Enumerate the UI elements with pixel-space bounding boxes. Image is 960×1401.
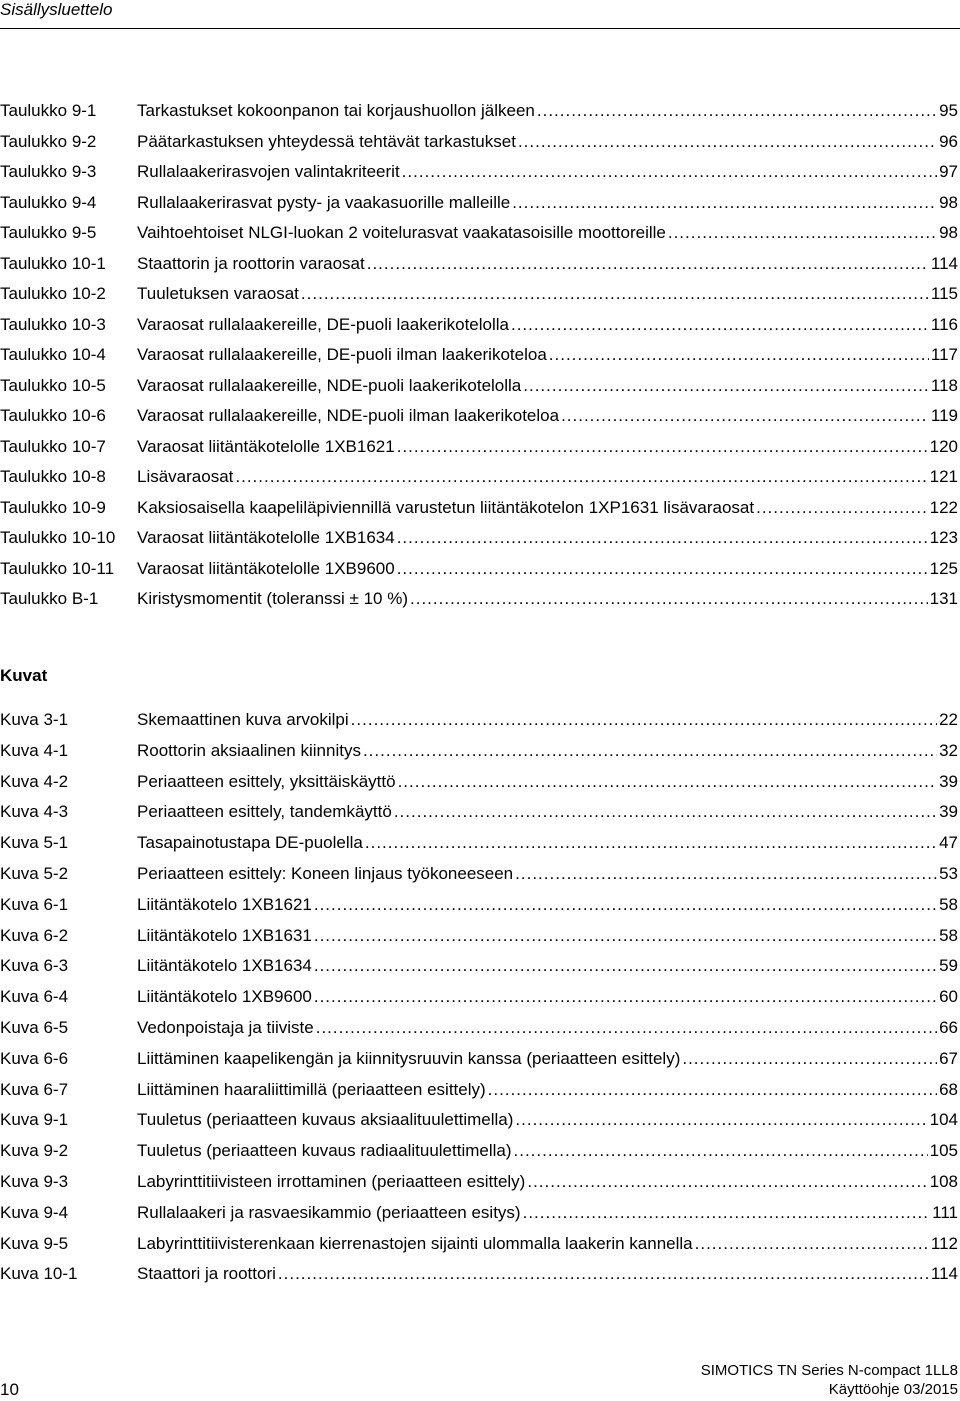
entry-page: 32 [939, 740, 958, 760]
entry-label: Kuva 6-6 [0, 1048, 69, 1068]
entry-title: Roottorin aksiaalinen kiinnitys [137, 740, 361, 760]
entry-title: Vedonpoistaja ja tiiviste [137, 1017, 314, 1037]
dot-leader [488, 1080, 937, 1100]
entry-page: 59 [939, 956, 958, 976]
entry-label: Kuva 6-1 [0, 894, 69, 914]
entry-page: 118 [930, 375, 958, 395]
entry-page: 119 [930, 406, 958, 425]
dot-leader [523, 1203, 931, 1223]
figure-entry[interactable] [0, 987, 958, 1018]
entry-title: Staattori ja roottori [137, 1264, 276, 1284]
entry-page: 123 [929, 528, 958, 547]
entry-page: 105 [929, 1141, 958, 1161]
figure-entry[interactable] [0, 1203, 958, 1234]
table-entry[interactable] [0, 193, 958, 224]
entry-title: Varaosat rullalaakereille, DE-puoli ilman laakerikoteloa [137, 345, 547, 364]
dot-leader [398, 772, 938, 792]
entry-page: 97 [939, 162, 958, 181]
entry-page: 114 [930, 253, 958, 273]
entry-label: Kuva 6-3 [0, 956, 69, 976]
entry-page: 39 [939, 771, 958, 791]
dot-leader [402, 162, 937, 182]
entry-page: 120 [929, 436, 958, 456]
entry-page: 98 [939, 223, 958, 242]
dot-leader [301, 284, 929, 304]
page-number: 10 [0, 1380, 19, 1399]
table-entry[interactable] [0, 528, 958, 559]
figure-entry[interactable] [0, 956, 958, 987]
entry-title: Rullalaakerirasvojen valintakriteerit [137, 162, 400, 181]
dot-leader [668, 223, 937, 243]
page-title: Sisällysluettelo [0, 0, 113, 19]
entry-title: Periaatteen esittely: Koneen linjaus työkoneeseen [137, 863, 514, 883]
entry-page: 67 [939, 1048, 958, 1068]
entry-label: Kuva 9-4 [0, 1202, 69, 1222]
entry-label: Taulukko 10-10 [0, 528, 116, 547]
figure-entry[interactable] [0, 1018, 958, 1049]
entry-page: 60 [939, 987, 958, 1007]
entry-title: Rullalaakeri ja rasvaesikammio (periaatteen esitys) [137, 1202, 521, 1222]
entry-title: Labyrinttitiivisterenkaan kierrenastojen sijainti ulommalla laakerin kannella [137, 1233, 693, 1253]
dot-leader [235, 467, 927, 487]
dot-leader [363, 741, 937, 761]
entry-title: Skemaattinen kuva arvokilpi [137, 710, 349, 729]
figure-entry[interactable] [0, 802, 958, 833]
entry-title: Liitäntäkotelo 1XB1631 [137, 925, 312, 945]
entry-title: Varaosat liitäntäkotelolle 1XB9600 [137, 558, 395, 578]
figure-entry[interactable] [0, 864, 958, 895]
table-entry[interactable] [0, 467, 958, 498]
figure-entry[interactable] [0, 1110, 958, 1141]
entry-label: Kuva 6-7 [0, 1079, 69, 1099]
figure-entry[interactable] [0, 741, 958, 772]
entry-title: Tarkastukset kokoonpanon tai korjaushuollon jälkeen [137, 101, 535, 120]
figure-entry[interactable] [0, 772, 958, 803]
entry-label: Taulukko 10-3 [0, 314, 106, 334]
table-entry[interactable] [0, 498, 958, 529]
entry-label: Kuva 9-2 [0, 1141, 69, 1161]
figure-entry[interactable] [0, 710, 958, 741]
entry-label: Kuva 4-2 [0, 771, 69, 791]
entry-title: Liittäminen haaraliittimillä (periaatteen esittely) [137, 1079, 486, 1099]
entry-title: Päätarkastuksen yhteydessä tehtävät tarkastukset [137, 131, 516, 151]
dot-leader [518, 132, 937, 152]
entry-page: 96 [939, 131, 958, 151]
figure-entry[interactable] [0, 1080, 958, 1111]
table-entry[interactable] [0, 589, 958, 620]
table-entry[interactable] [0, 101, 958, 132]
footer-manual: Käyttöohje 03/2015 [828, 1381, 958, 1398]
entry-page: 117 [930, 345, 958, 364]
entry-title: Labyrinttitiivisteen irrottaminen (periaatteen esittely) [137, 1171, 526, 1191]
figure-entry[interactable] [0, 895, 958, 926]
entry-label: Kuva 6-2 [0, 925, 69, 945]
entry-title: Kaksiosaisella kaapeliläpiviennillä varustetun liitäntäkotelon 1XP1631 lisävaraosat [137, 497, 755, 517]
entry-label: Kuva 3-1 [0, 710, 69, 729]
entry-label: Kuva 5-1 [0, 833, 69, 853]
figures-heading: Kuvat [0, 666, 48, 685]
figure-entry[interactable] [0, 1049, 958, 1080]
entry-label: Kuva 5-2 [0, 863, 69, 883]
entry-title: Varaosat rullalaakereille, DE-puoli laakerikotelolla [137, 314, 509, 334]
entry-label: Taulukko 9-2 [0, 131, 97, 151]
entry-label: Taulukko 10-7 [0, 436, 106, 456]
entry-label: Taulukko B-1 [0, 589, 99, 608]
entry-page: 125 [929, 558, 958, 578]
dot-leader [515, 1110, 927, 1130]
footer-product: SIMOTICS TN Series N-compact 1LL8 [700, 1362, 958, 1379]
dot-leader [397, 559, 928, 579]
entry-label: Kuva 10-1 [0, 1264, 78, 1284]
entry-page: 116 [930, 314, 958, 334]
entry-title: Periaatteen esittely, yksittäiskäyttö [137, 771, 396, 791]
dot-leader [365, 833, 937, 853]
entry-page: 104 [929, 1110, 958, 1130]
entry-title: Varaosat liitäntäkotelolle 1XB1621 [137, 436, 395, 456]
entry-title: Liitäntäkotelo 1XB1634 [137, 956, 312, 976]
entry-page: 131 [929, 589, 958, 608]
figure-entry[interactable] [0, 1234, 958, 1265]
entry-label: Taulukko 9-3 [0, 162, 97, 181]
table-entry[interactable] [0, 223, 958, 254]
entry-title: Tuuletus (periaatteen kuvaus radiaalituulettimella) [137, 1141, 512, 1161]
dot-leader [511, 315, 929, 335]
entry-page: 68 [939, 1079, 958, 1099]
footer-info [701, 1361, 958, 1399]
dot-leader [561, 406, 929, 426]
dot-leader [549, 345, 929, 365]
dot-leader [367, 254, 929, 274]
entry-page: 115 [930, 284, 958, 303]
table-entry[interactable] [0, 559, 958, 590]
dot-leader [314, 895, 937, 915]
entry-page: 95 [939, 101, 958, 120]
entry-page: 111 [932, 1202, 958, 1222]
figure-entry[interactable] [0, 833, 958, 864]
table-list [0, 101, 958, 620]
dot-leader [314, 956, 937, 976]
entry-title: Varaosat rullalaakereille, NDE-puoli ilman laakerikoteloa [137, 406, 560, 425]
entry-page: 98 [939, 192, 958, 212]
table-entry[interactable] [0, 162, 958, 193]
dot-leader [394, 802, 937, 822]
dot-leader [314, 926, 937, 946]
entry-label: Kuva 9-3 [0, 1171, 69, 1191]
table-entry[interactable] [0, 254, 958, 285]
entry-label: Kuva 9-5 [0, 1233, 69, 1253]
entry-page: 121 [929, 467, 958, 486]
header-divider [0, 28, 960, 29]
entry-title: Lisävaraosat [137, 467, 234, 486]
entry-title: Staattorin ja roottorin varaosat [137, 253, 365, 273]
entry-label: Kuva 9-1 [0, 1110, 69, 1130]
figure-entry[interactable] [0, 1141, 958, 1172]
table-entry[interactable] [0, 376, 958, 407]
entry-title: Varaosat liitäntäkotelolle 1XB1634 [137, 528, 395, 547]
dot-leader [397, 528, 928, 548]
entry-title: Tasapainotustapa DE-puolella [137, 833, 363, 853]
entry-label: Kuva 6-5 [0, 1017, 69, 1037]
entry-title: Tuuletus (periaatteen kuvaus aksiaalituulettimella) [137, 1110, 514, 1130]
entry-label: Taulukko 10-5 [0, 375, 106, 395]
dot-leader [514, 1141, 928, 1161]
entry-page: 66 [939, 1017, 958, 1037]
figure-entry[interactable] [0, 1264, 958, 1295]
entry-label: Taulukko 9-1 [0, 101, 97, 120]
dot-leader [515, 864, 937, 884]
entry-title: Liitäntäkotelo 1XB1621 [137, 894, 312, 914]
entry-label: Kuva 4-3 [0, 802, 69, 822]
entry-label: Taulukko 10-11 [0, 558, 115, 578]
entry-page: 53 [939, 863, 958, 883]
entry-page: 122 [929, 497, 958, 517]
dot-leader [523, 376, 929, 396]
dot-leader [316, 1018, 937, 1038]
dot-leader [397, 437, 928, 457]
table-entry[interactable] [0, 345, 958, 376]
entry-label: Taulukko 10-4 [0, 345, 106, 364]
entry-label: Taulukko 10-2 [0, 284, 106, 303]
dot-leader [351, 710, 937, 730]
entry-label: Kuva 4-1 [0, 740, 69, 760]
entry-label: Taulukko 10-1 [0, 253, 106, 273]
entry-page: 114 [930, 1264, 958, 1284]
dot-leader [695, 1234, 929, 1254]
figure-list [0, 710, 958, 1295]
dot-leader [682, 1049, 937, 1069]
entry-title: Kiristysmomentit (toleranssi ± 10 %) [137, 589, 409, 608]
dot-leader [537, 101, 937, 121]
entry-page: 22 [939, 710, 958, 729]
entry-label: Taulukko 9-5 [0, 223, 97, 242]
table-entry[interactable] [0, 315, 958, 346]
figure-entry[interactable] [0, 926, 958, 957]
entry-page: 47 [939, 833, 958, 853]
table-entry[interactable] [0, 284, 958, 315]
table-entry[interactable] [0, 406, 958, 437]
entry-title: Periaatteen esittely, tandemkäyttö [137, 802, 392, 822]
entry-title: Liitäntäkotelo 1XB9600 [137, 987, 312, 1007]
dot-leader [278, 1264, 929, 1284]
entry-page: 112 [930, 1233, 958, 1253]
entry-label: Taulukko 9-4 [0, 192, 97, 212]
figure-entry[interactable] [0, 1172, 958, 1203]
entry-title: Tuuletuksen varaosat [137, 284, 299, 303]
dot-leader [756, 498, 928, 518]
table-entry[interactable] [0, 132, 958, 163]
entry-label: Kuva 6-4 [0, 987, 69, 1007]
entry-page: 58 [939, 894, 958, 914]
entry-label: Taulukko 10-8 [0, 467, 106, 486]
entry-title: Varaosat rullalaakereille, NDE-puoli laakerikotelolla [137, 375, 522, 395]
entry-page: 108 [929, 1171, 958, 1191]
table-entry[interactable] [0, 437, 958, 468]
dot-leader [512, 193, 937, 213]
dot-leader [527, 1172, 927, 1192]
entry-title: Rullalaakerirasvat pysty- ja vaakasuorille malleille [137, 192, 511, 212]
entry-page: 39 [939, 802, 958, 822]
entry-title: Vaihtoehtoiset NLGI-luokan 2 voitelurasvat vaakatasoisille moottoreille [137, 223, 666, 242]
entry-label: Taulukko 10-9 [0, 497, 106, 517]
dot-leader [314, 987, 937, 1007]
dot-leader [410, 589, 928, 609]
entry-label: Taulukko 10-6 [0, 406, 106, 425]
entry-page: 58 [939, 925, 958, 945]
entry-title: Liittäminen kaapelikengän ja kiinnitysruuvin kanssa (periaatteen esittely) [137, 1048, 681, 1068]
